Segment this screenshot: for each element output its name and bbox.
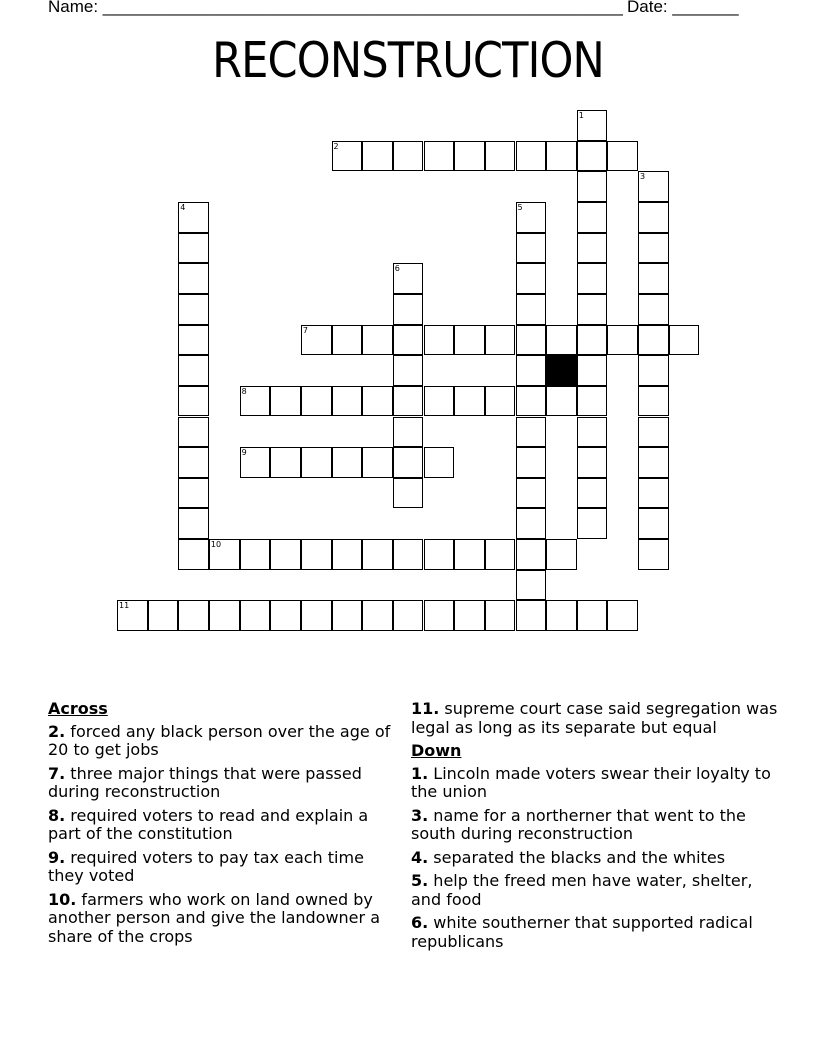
down-heading: Down [411,741,462,760]
grid-cell[interactable] [301,386,332,417]
grid-cell[interactable] [516,202,547,233]
grid-cell[interactable] [454,539,485,570]
grid-cell[interactable] [240,539,271,570]
grid-cell[interactable] [270,386,301,417]
grid-cell[interactable] [638,202,669,233]
grid-cell[interactable] [332,386,363,417]
clue-number-label: 2 [333,141,339,151]
grid-cell[interactable] [516,508,547,539]
grid-cell[interactable] [485,600,516,631]
grid-cell[interactable] [577,110,608,141]
across-clue [411,700,781,737]
grid-cell[interactable] [577,447,608,478]
grid-cell[interactable] [178,202,209,233]
clue-number-label: 10 [210,540,222,550]
grid-cell[interactable] [516,386,547,417]
down-clue [411,872,781,909]
across-clue [48,891,398,947]
grid-cell[interactable] [178,508,209,539]
grid-cell[interactable] [424,325,455,356]
grid-cell[interactable] [178,325,209,356]
grid-cell[interactable] [332,600,363,631]
grid-cell[interactable] [638,294,669,325]
grid-cell[interactable] [577,202,608,233]
clue-text: Lincoln made voters swear their loyalty to the union [411,763,771,801]
clue-number: 6. [411,913,429,932]
name-field[interactable]: Name: _______________________________________________________ [48,0,623,16]
grid-cell[interactable] [546,386,577,417]
grid-cell[interactable] [454,141,485,172]
clue-number: 4. [411,847,429,867]
grid-cell[interactable] [638,171,669,202]
grid-cell[interactable] [485,386,516,417]
clue-text: separated the blacks and the whites [428,847,726,867]
clue-text: name for a northerner that went to the south during reconstruction [411,805,746,843]
grid-cell[interactable] [577,325,608,356]
clue-text: supreme court case said segregation was legal as long as its separate but equal [411,699,778,737]
grid-cell[interactable] [516,325,547,356]
grid-cell[interactable] [424,539,455,570]
grid-cell[interactable] [393,355,424,386]
date-field[interactable]: Date: _______ [627,0,739,16]
grid-cell[interactable] [424,447,455,478]
down-clue [411,914,781,951]
grid-cell[interactable] [638,447,669,478]
clues-column-right [411,700,781,956]
clue-number-label: 4 [180,202,186,212]
down-clue-list [411,765,781,952]
grid-cell[interactable] [393,141,424,172]
grid-cell[interactable] [546,141,577,172]
grid-cell[interactable] [270,600,301,631]
across-clue [48,849,398,886]
grid-cell[interactable] [393,325,424,356]
grid-cell[interactable] [607,600,638,631]
grid-cell[interactable] [485,539,516,570]
clue-text: help the freed men have water, shelter, and food [411,871,753,909]
grid-cell[interactable] [516,233,547,264]
across-clue-list-continued [411,700,781,737]
down-clue [411,849,781,868]
grid-cell[interactable] [393,294,424,325]
clue-number: 1. [411,763,429,783]
grid-cell[interactable] [516,600,547,631]
grid-cell[interactable] [516,141,547,172]
clue-text: three major things that were passed during reconstruction [48,763,362,801]
down-clue [411,807,781,844]
grid-cell[interactable] [669,325,700,356]
grid-cell[interactable] [301,325,332,356]
grid-cell[interactable] [638,478,669,509]
clue-number-label: 11 [119,601,130,611]
grid-cell[interactable] [393,447,424,478]
grid-cell[interactable] [516,478,547,509]
grid-cell[interactable] [393,478,424,509]
grid-cell[interactable] [638,386,669,417]
across-clue [48,765,398,802]
grid-cell[interactable] [332,325,363,356]
grid-cell[interactable] [454,325,485,356]
grid-cell[interactable] [362,386,393,417]
grid-cell[interactable] [638,355,669,386]
clue-number: 11. [411,699,440,718]
grid-cell[interactable] [485,325,516,356]
grid-cell[interactable] [178,355,209,386]
grid-cell[interactable] [240,386,271,417]
clue-number-label: 9 [241,448,247,458]
grid-cell[interactable] [577,294,608,325]
grid-cell[interactable] [577,233,608,264]
grid-cell[interactable] [424,141,455,172]
clue-text: farmers who work on land owned by another person and give the landowner a share of the crops [48,889,380,946]
page-title: RECONSTRUCTION [212,32,604,89]
grid-cell[interactable] [577,386,608,417]
grid-cell[interactable] [516,294,547,325]
grid-cell[interactable] [393,600,424,631]
grid-cell[interactable] [546,600,577,631]
grid-cell[interactable] [516,570,547,601]
clue-number: 8. [48,805,66,825]
grid-cell[interactable] [516,263,547,294]
grid-cell[interactable] [362,600,393,631]
across-clue [48,807,398,844]
clue-text: forced any black person over the age of 20 to get jobs [48,721,391,759]
down-clue [411,765,781,802]
grid-cell[interactable] [178,294,209,325]
grid-cell[interactable] [362,325,393,356]
grid-cell[interactable] [577,508,608,539]
clue-number-label: 6 [394,264,400,274]
grid-cell[interactable] [301,539,332,570]
grid-cell[interactable] [178,539,209,570]
grid-cell[interactable] [577,600,608,631]
grid-cell[interactable] [393,263,424,294]
grid-cell[interactable] [607,141,638,172]
grid-cell[interactable] [117,600,148,631]
clue-number-label: 3 [640,172,646,182]
grid-cell[interactable] [178,478,209,509]
grid-cell[interactable] [577,417,608,448]
clue-number-label: 5 [517,202,523,212]
grid-cell[interactable] [209,600,240,631]
grid-cell[interactable] [454,386,485,417]
across-clue [48,723,398,760]
across-heading: Across [48,699,108,718]
grid-cell[interactable] [638,325,669,356]
black-cell [546,355,577,386]
grid-cell[interactable] [516,447,547,478]
grid-cell[interactable] [638,233,669,264]
grid-cell[interactable] [485,141,516,172]
grid-cell[interactable] [301,447,332,478]
across-clue-list [48,723,398,947]
clue-number: 9. [48,847,66,867]
grid-cell[interactable] [607,325,638,356]
clue-text: white southerner that supported radical republicans [411,913,753,951]
clue-number-label: 8 [241,386,247,396]
grid-cell[interactable] [638,539,669,570]
grid-cell[interactable] [178,386,209,417]
grid-cell[interactable] [362,539,393,570]
grid-cell[interactable] [546,539,577,570]
clue-number: 5. [411,871,429,890]
grid-cell[interactable] [178,233,209,264]
grid-cell[interactable] [638,263,669,294]
grid-cell[interactable] [270,447,301,478]
grid-cell[interactable] [393,386,424,417]
grid-cell[interactable] [178,263,209,294]
grid-cell[interactable] [270,539,301,570]
grid-cell[interactable] [577,478,608,509]
grid-cell[interactable] [240,600,271,631]
grid-cell[interactable] [178,417,209,448]
grid-cell[interactable] [178,600,209,631]
grid-cell[interactable] [393,539,424,570]
grid-cell[interactable] [516,539,547,570]
clue-number-label: 7 [302,325,308,335]
grid-cell[interactable] [516,417,547,448]
grid-cell[interactable] [577,263,608,294]
grid-cell[interactable] [332,141,363,172]
grid-cell[interactable] [393,417,424,448]
grid-cell[interactable] [301,600,332,631]
grid-cell[interactable] [362,141,393,172]
grid-cell[interactable] [454,600,485,631]
clues-column-left [48,700,398,951]
grid-cell[interactable] [178,447,209,478]
clue-number-label: 1 [578,111,584,120]
grid-cell[interactable] [577,171,608,202]
clue-number: 3. [411,805,429,825]
grid-cell[interactable] [577,141,608,172]
clue-text: required voters to read and explain a part of the constitution [48,805,369,843]
grid-cell[interactable] [332,539,363,570]
clue-number: 10. [48,889,77,909]
clue-number: 7. [48,763,66,783]
grid-cell[interactable] [148,600,179,631]
grid-cell[interactable] [424,386,455,417]
clue-number: 2. [48,721,66,741]
grid-cell[interactable] [424,600,455,631]
grid-cell[interactable] [209,539,240,570]
grid-cell[interactable] [516,355,547,386]
grid-cell[interactable] [362,447,393,478]
clue-text: required voters to pay tax each time they voted [48,847,364,885]
grid-cell[interactable] [638,508,669,539]
grid-cell[interactable] [546,325,577,356]
grid-cell[interactable] [638,417,669,448]
grid-cell[interactable] [332,447,363,478]
grid-cell[interactable] [240,447,271,478]
grid-cell[interactable] [577,355,608,386]
